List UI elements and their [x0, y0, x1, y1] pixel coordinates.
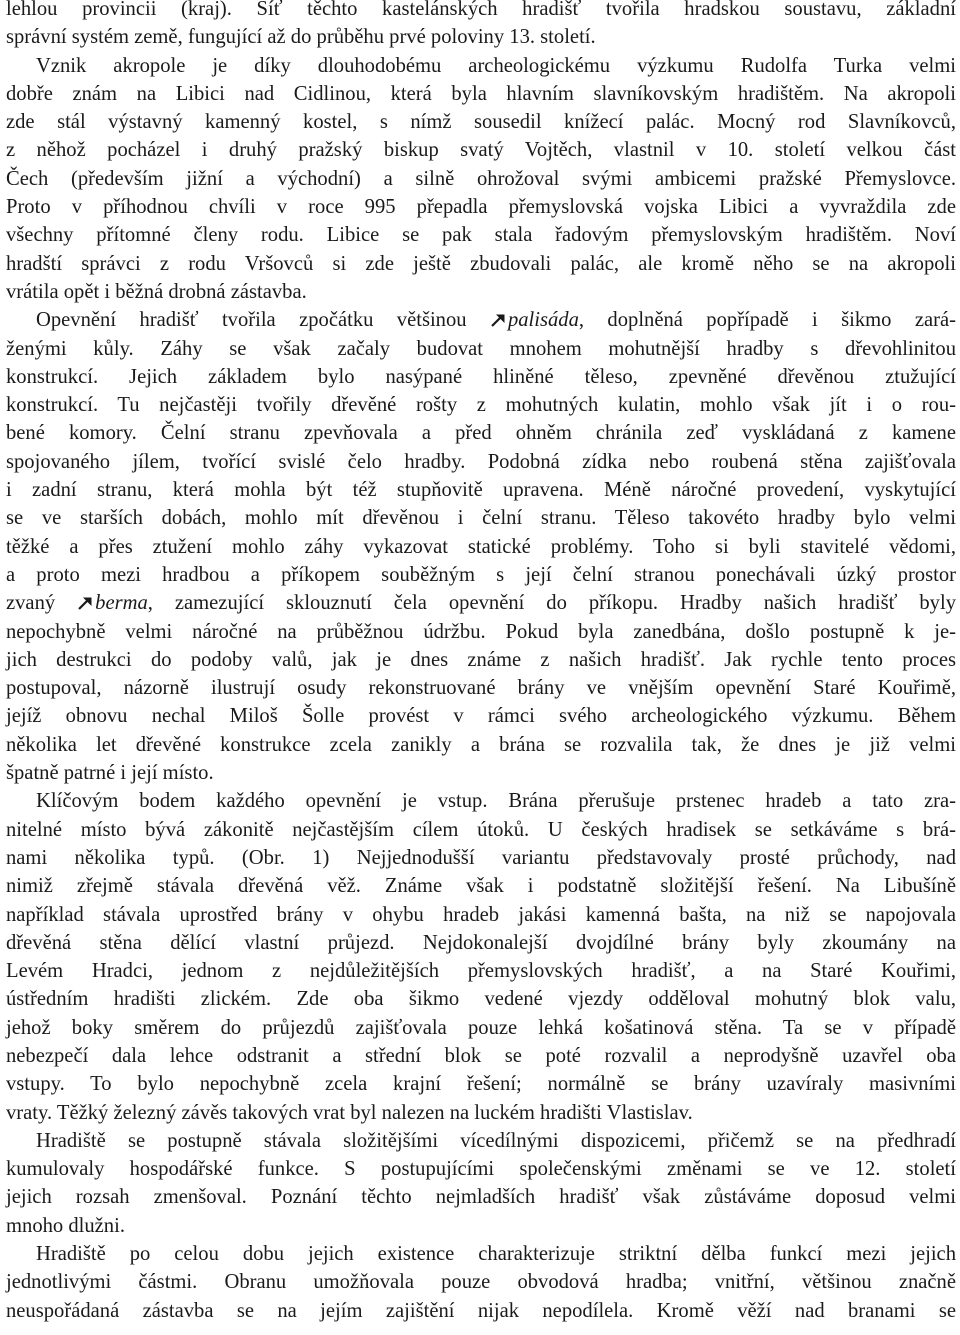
text-run: z něhož pocházel i druhý pražský biskup svatý Vojtěch, vlastnil v 10. století velkou část — [6, 139, 956, 162]
text-line — [6, 52, 956, 80]
text-line — [6, 1070, 956, 1098]
text-run: správní systém země, fungující až do průběhu prvé poloviny 13. století. — [6, 26, 596, 49]
text-run: ústředním hradišti zlickém. Zde oba šikmo vedené vjezdy odděloval mohutný blok valu, — [6, 988, 956, 1011]
text-line — [6, 646, 956, 674]
text-line — [6, 165, 956, 193]
text-run: nami několika typů. (Obr. 1) Nejjednodušší variantu představovaly prosté průchody, nad — [6, 846, 956, 869]
text-line — [6, 816, 956, 844]
text-line — [6, 80, 956, 108]
paragraph — [6, 52, 956, 307]
text-run: jejich rozsah zmenšoval. Poznání těchto nejmladších hradišť však zůstáváme doposud velmi — [6, 1186, 956, 1209]
paragraph — [6, 787, 956, 1127]
text-line — [6, 533, 956, 561]
text-run: postupoval, názorně ilustrují osudy rekonstruované brány ve vnějším opevnění Staré Kouřimě, — [6, 677, 956, 700]
text-run: všechny přítomné členy rodu. Libice se pak stala řadovým přemyslovským hradištěm. Noví — [6, 224, 956, 247]
text-run: vrátila opět i běžná drobná zástavba. — [6, 280, 307, 303]
text-line — [6, 901, 956, 929]
text-run: těžké a přes ztužení mohlo záhy vykazovat statické problémy. Toho si byli stavitelé vědomi, — [6, 535, 956, 558]
text-line — [6, 306, 956, 334]
text-run: se ve starších dobách, mohlo mít dřevěnou i čelní stranu. Těleso takovéto hradby bylo velmi — [6, 507, 956, 530]
text-line — [6, 136, 956, 164]
text-run: jehož boky směrem do průjezdů zajišťovala pouze lehká košatinová stěna. Ta se v případě — [6, 1016, 956, 1039]
text-run: nitelné místo bývá zákonitě nejčastějším cílem útoků. U českých hradisek se setkáváme s brá- — [6, 818, 956, 841]
text-line — [6, 561, 956, 589]
text-line — [6, 335, 956, 363]
text-line — [6, 0, 956, 23]
text-line — [6, 1127, 956, 1155]
text-run: kumulovaly hospodářské funkce. S postupujícími společenskými změnami se ve 12. století — [6, 1158, 956, 1181]
text-run: Klíčovým bodem každého opevnění je vstup. Brána přerušuje prstenec hradeb a tato zra- — [36, 790, 956, 813]
text-line — [6, 1212, 956, 1240]
text-run: ženými kůly. Záhy se však začaly budovat mnohem mohutnější hradby s dřevohlinitou — [6, 337, 956, 360]
text-run: mnoho dlužni. — [6, 1214, 125, 1237]
text-run: vraty. Těžký železný závěs takových vrat byl nalezen na luckém hradišti Vlastislav. — [6, 1101, 693, 1124]
text-run: konstrukcí. Tu nejčastěji tvořily dřevěné rošty z mohutných kulatin, mohlo však jít i o rou- — [6, 394, 956, 417]
text-line — [6, 363, 956, 391]
text-run: , zamezující sklouznutí čela opevnění do příkopu. Hradby našich hradišť byly — [147, 592, 956, 615]
text-run: Vznik akropole je díky dlouhodobému archeologickému výzkumu Rudolfa Turka velmi — [36, 54, 956, 77]
text-line — [6, 1240, 956, 1268]
text-line — [6, 476, 956, 504]
text-line — [6, 448, 956, 476]
text-line — [6, 759, 956, 787]
text-line — [6, 957, 956, 985]
text-run: zvaný — [6, 592, 78, 615]
text-line — [6, 929, 956, 957]
text-line — [6, 108, 956, 136]
text-run: neuspořádaná zástavba se na jejím zajištění nijak nepodílela. Kromě věží nad branami se — [6, 1299, 956, 1322]
text-line — [6, 1183, 956, 1211]
text-line — [6, 618, 956, 646]
text-run: Levém Hradci, jednom z nejdůležitějších přemyslovských hradišť, a na Staré Kouřimi, — [6, 960, 956, 983]
glossary-link[interactable] — [490, 309, 579, 331]
text-line — [6, 702, 956, 730]
text-line — [6, 1297, 956, 1325]
paragraph — [6, 0, 956, 52]
paragraph — [6, 1127, 956, 1240]
text-run: jejíž obnovu nechal Miloš Šolle provést v rámci svého archeologického výzkumu. Během — [6, 705, 956, 728]
text-run: nebezpečí dala lehce odstranit a střední blok se poté rozvalil a neprodyšně uzavřel oba — [6, 1044, 956, 1067]
glossary-link-label: palisáda — [507, 309, 579, 332]
text-line — [6, 1268, 956, 1296]
text-run: jich destrukci do podoby valů, jak je dnes známe z našich hradišť. Jak rychle tento proces — [6, 648, 956, 671]
text-run: lehlou provincii (kraj). Síť těchto kastelánských hradišť tvořila hradskou soustavu, základní — [6, 0, 956, 20]
text-line — [6, 504, 956, 532]
up-right-arrow-icon — [490, 313, 506, 327]
paragraph — [6, 1240, 956, 1325]
text-run: Čech (především jižní a východní) a silně ohrožoval svými ambicemi pražské Přemyslovce. — [6, 167, 956, 190]
text-run: například stávala uprostřed brány v ohybu hradeb jakási kamenná bašta, na niž se napojovala — [6, 903, 956, 926]
text-line — [6, 193, 956, 221]
up-right-arrow-icon — [77, 596, 93, 610]
text-run: hradští správci z rodu Vršovců si zde ještě zbudovali palác, ale kromě něho se na akropoli — [6, 252, 956, 275]
text-run: a proto mezi hradbou a příkopem souběžným s její čelní stranou ponechávali úzký prostor — [6, 563, 956, 586]
text-run: , doplněná popřípadě i šikmo zará- — [578, 309, 956, 332]
paragraph — [6, 306, 956, 787]
text-line — [6, 674, 956, 702]
text-run: i zadní stranu, která mohla být též stupňovitě upravena. Méně náročné provedení, vyskytující — [6, 479, 956, 502]
text-line — [6, 1014, 956, 1042]
text-line — [6, 872, 956, 900]
text-run: Hradiště po celou dobu jejich existence charakterizuje striktní dělba funkcí mezi jejich — [36, 1243, 956, 1266]
text-line — [6, 1042, 956, 1070]
glossary-link-label: berma — [95, 592, 148, 615]
text-run: Hradiště se postupně stávala složitějšími vícedílnými dispozicemi, přičemž se na předhradí — [36, 1129, 956, 1152]
text-run: jednotlivými částmi. Obranu umožňovala pouze obvodová hradba; vnitřní, většinou značně — [6, 1271, 956, 1294]
text-line — [6, 1099, 956, 1127]
text-line — [6, 278, 956, 306]
text-line — [6, 731, 956, 759]
text-run: několika let dřevěné konstrukce zcela zanikly a brána se rozvalila tak, že dnes je již velmi — [6, 733, 956, 756]
text-line — [6, 1155, 956, 1183]
text-line — [6, 985, 956, 1013]
text-run: zde stál výstavný kamenný kostel, s nímž sousedil knížecí palác. Mocný rod Slavníkovců, — [6, 111, 956, 134]
text-run: dobře znám na Libici nad Cidlinou, která byla hlavním slavníkovským hradištěm. Na akropoli — [6, 82, 956, 105]
text-run: spojovaného jílem, tvořící svislé čelo hradby. Podobná zídka nebo roubená stěna zajišťovala — [6, 450, 956, 473]
text-run: špatně patrné i její místo. — [6, 762, 214, 785]
text-line — [6, 787, 956, 815]
text-run: konstrukcí. Jejich základem bylo nasýpané hliněné těleso, zpevněné dřevěnou ztužující — [6, 365, 956, 388]
text-run: bené komory. Čelní stranu zpevňovala a před ohněm chránila zeď vyskládaná z kamene — [6, 422, 956, 445]
text-line — [6, 589, 956, 617]
text-line — [6, 391, 956, 419]
text-run: dřevěná stěna dělící vlastní průjezd. Nejdokonalejší dvojdílné brány byly zkoumány na — [6, 931, 956, 954]
text-run: Opevnění hradišť tvořila zpočátku většinou — [36, 309, 490, 332]
text-line — [6, 419, 956, 447]
text-line — [6, 23, 956, 51]
text-line — [6, 221, 956, 249]
text-run: nepochybně velmi náročné na průběžnou údržbu. Pokud byla zanedbána, došlo postupně k je- — [6, 620, 956, 643]
text-run: vstupy. To bylo nepochybně zcela krajní řešení; normálně se brány uzavíraly masivními — [6, 1073, 956, 1096]
glossary-link[interactable] — [77, 592, 148, 614]
text-line — [6, 844, 956, 872]
text-run: nimiž zřejmě stávala dřevěná věž. Známe však i podstatně složitější řešení. Na Libušíně — [6, 875, 956, 898]
text-run: Proto v příhodnou chvíli v roce 995 přepadla přemyslovská vojska Libici a vyvraždila zde — [6, 196, 956, 219]
text-line — [6, 250, 956, 278]
